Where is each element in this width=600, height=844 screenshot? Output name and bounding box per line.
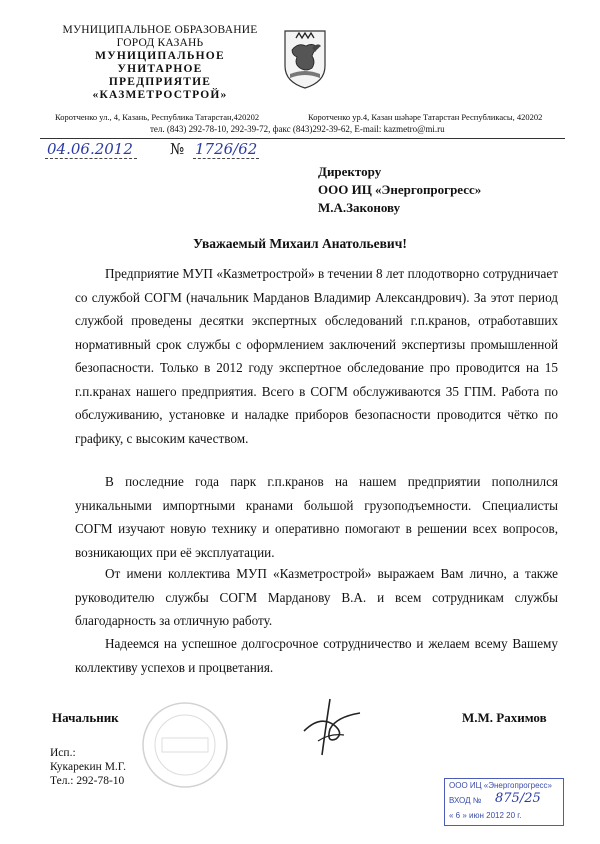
executor-label: Исп.: xyxy=(50,747,76,759)
address-tt: Коротченко ур.4, Казан шәһәре Татарстан Республикасы, 420202 xyxy=(308,112,543,122)
paragraph-text: В последние года парк г.п.кранов на нашем предприятии пополнился уникальными импортными кранами большой грузоподъемности. Специалисты СОГМ изучают новую технику и оперативно помогают в решении всех вопросов, возникающих при её эксплуатации. xyxy=(75,474,558,560)
salutation: Уважаемый Михаил Анатольевич! xyxy=(193,236,407,251)
org-name-line-1: МУНИЦИПАЛЬНОЕ ОБРАЗОВАНИЕ xyxy=(62,24,258,36)
signature-mark xyxy=(300,695,370,760)
coat-of-arms-icon xyxy=(282,28,328,90)
body-paragraph xyxy=(75,470,558,564)
signer-name: М.М. Рахимов xyxy=(462,710,547,725)
stamp-date: « 6 » июн 2012 20 г. xyxy=(449,811,522,820)
incoming-stamp xyxy=(444,778,564,826)
recipient-position: Директору xyxy=(318,164,382,179)
org-bold-line-1: МУНИЦИПАЛЬНОЕ xyxy=(95,50,225,62)
body-paragraph xyxy=(75,262,558,450)
reference-number-symbol: № xyxy=(170,140,185,158)
org-bold-line-2: УНИТАРНОЕ xyxy=(117,63,203,75)
org-name-line-2: ГОРОД КАЗАНЬ xyxy=(116,37,204,49)
recipient-organization: ООО ИЦ «Энергопрогресс» xyxy=(318,182,482,197)
signer-title: Начальник xyxy=(52,710,119,725)
executor-phone: Тел.: 292-78-10 xyxy=(50,775,125,787)
contacts-line: тел. (843) 292-78-10, 292-39-72, факс (843)292-39-62, E-mail: kazmetro@mi.ru xyxy=(150,124,445,134)
org-bold-line-3: ПРЕДПРИЯТИЕ xyxy=(108,76,212,88)
header-divider xyxy=(40,138,565,139)
body-paragraph xyxy=(75,562,558,633)
body-paragraph xyxy=(75,632,558,679)
address-ru: Коротченко ул., 4, Казань, Республика Татарстан,420202 xyxy=(55,112,260,122)
paragraph-text: Надеемся на успешное долгосрочное сотрудничество и желаем всему Вашему коллективу успехов и процветания. xyxy=(75,636,558,675)
recipient-name: М.А.Законову xyxy=(318,200,401,215)
stamp-label: ВХОД № xyxy=(449,796,482,805)
reference-date: 04.06.2012 xyxy=(45,140,137,159)
paragraph-text: От имени коллектива МУП «Казметрострой» выражаем Вам лично, а также руководителю службы СОГМ Марданову В.А. и всем сотрудникам службы благодарность за отличную работу. xyxy=(75,566,558,628)
executor-block xyxy=(50,746,126,788)
stamp-number: 875/25 xyxy=(495,791,541,806)
executor-name: Кукарекин М.Г. xyxy=(50,761,127,773)
reference-number: 1726/62 xyxy=(195,140,258,158)
round-seal xyxy=(140,700,230,790)
org-bold-line-4: «КАЗМЕТРОСТРОЙ» xyxy=(92,89,228,101)
stamp-org: ООО ИЦ «Энергопрогресс» xyxy=(449,781,552,790)
paragraph-text: Предприятие МУП «Казметрострой» в течении 8 лет плодотворно сотрудничает со службой СОГМ (начальник Марданов Владимир Александрович). За этот период службой проведены десятки экспертных обследований г.п.кранов, отработавших нормативный срок службы с оформлением заключений экспертизы промышленной безопасности. Только в 2012 году экспертное обследование про проводится на 15 г.п.кранах нашего предприятия. Всего в СОГМ обслуживаются 35 ГПМ. Работа по обслуживанию, установке и наладке приборов безопасности проводится чётко по графику, с высоким качеством. xyxy=(75,266,558,446)
